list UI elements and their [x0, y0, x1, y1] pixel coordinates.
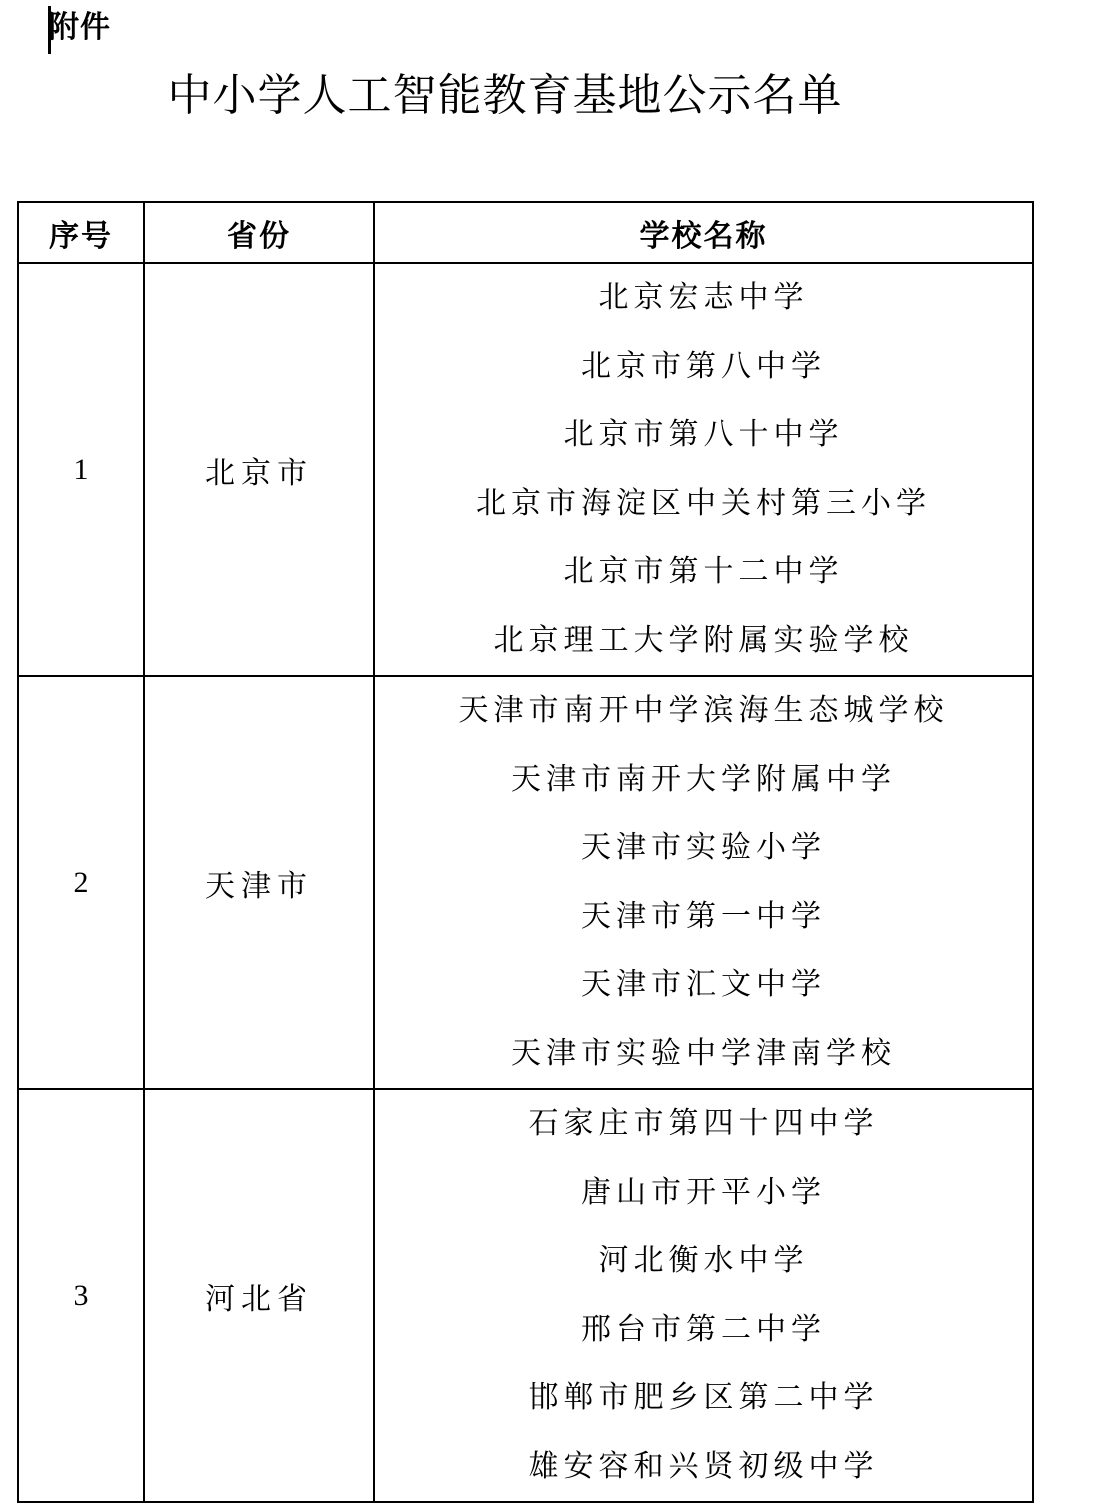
school-name: 天津市汇文中学: [581, 967, 826, 1002]
school-list: [374, 263, 1033, 676]
school-list-table: [17, 201, 1034, 1503]
province: 北京市: [144, 263, 374, 676]
school-list: [374, 676, 1033, 1089]
school-name: 北京市第十二中学: [563, 554, 844, 589]
province: 河北省: [144, 1089, 374, 1502]
school-name: 邯郸市肥乡区第二中学: [528, 1380, 879, 1415]
serial-number: 3: [18, 1089, 144, 1502]
table-row: [18, 676, 1033, 1089]
school-name: 北京理工大学附属实验学校: [493, 622, 914, 658]
school-name: 北京市海淀区中关村第三小学: [476, 485, 931, 521]
school-name: 天津市第一中学: [581, 898, 826, 934]
table-header-row: [18, 202, 1033, 263]
serial-number: 2: [18, 676, 144, 1089]
province: 天津市: [144, 676, 374, 1089]
table-row: [18, 263, 1033, 676]
school-name: 石家庄市第四十四中学: [528, 1106, 879, 1141]
serial-number: 1: [18, 263, 144, 676]
school-name: 河北衡水中学: [598, 1243, 809, 1278]
page-title: 中小学人工智能教育基地公示名单: [167, 70, 843, 121]
school-name: 北京市第八十中学: [563, 417, 844, 452]
school-name: 唐山市开平小学: [581, 1174, 826, 1210]
school-name: 北京市第八中学: [581, 348, 826, 384]
school-name: 天津市南开中学滨海生态城学校: [458, 693, 949, 728]
header-province: 省份: [144, 202, 374, 263]
school-name: 北京宏志中学: [598, 280, 809, 315]
school-name: 雄安容和兴贤初级中学: [528, 1448, 879, 1484]
school-list: [374, 1089, 1033, 1502]
school-name: 天津市南开大学附属中学: [511, 761, 896, 797]
school-name: 邢台市第二中学: [581, 1311, 826, 1347]
school-name: 天津市实验小学: [581, 830, 826, 865]
school-name: 天津市实验中学津南学校: [511, 1035, 896, 1071]
table-row: [18, 1089, 1033, 1502]
header-serial-number: 序号: [18, 202, 144, 263]
attachment-label: 附件: [49, 10, 111, 45]
header-school-name: 学校名称: [374, 202, 1033, 263]
